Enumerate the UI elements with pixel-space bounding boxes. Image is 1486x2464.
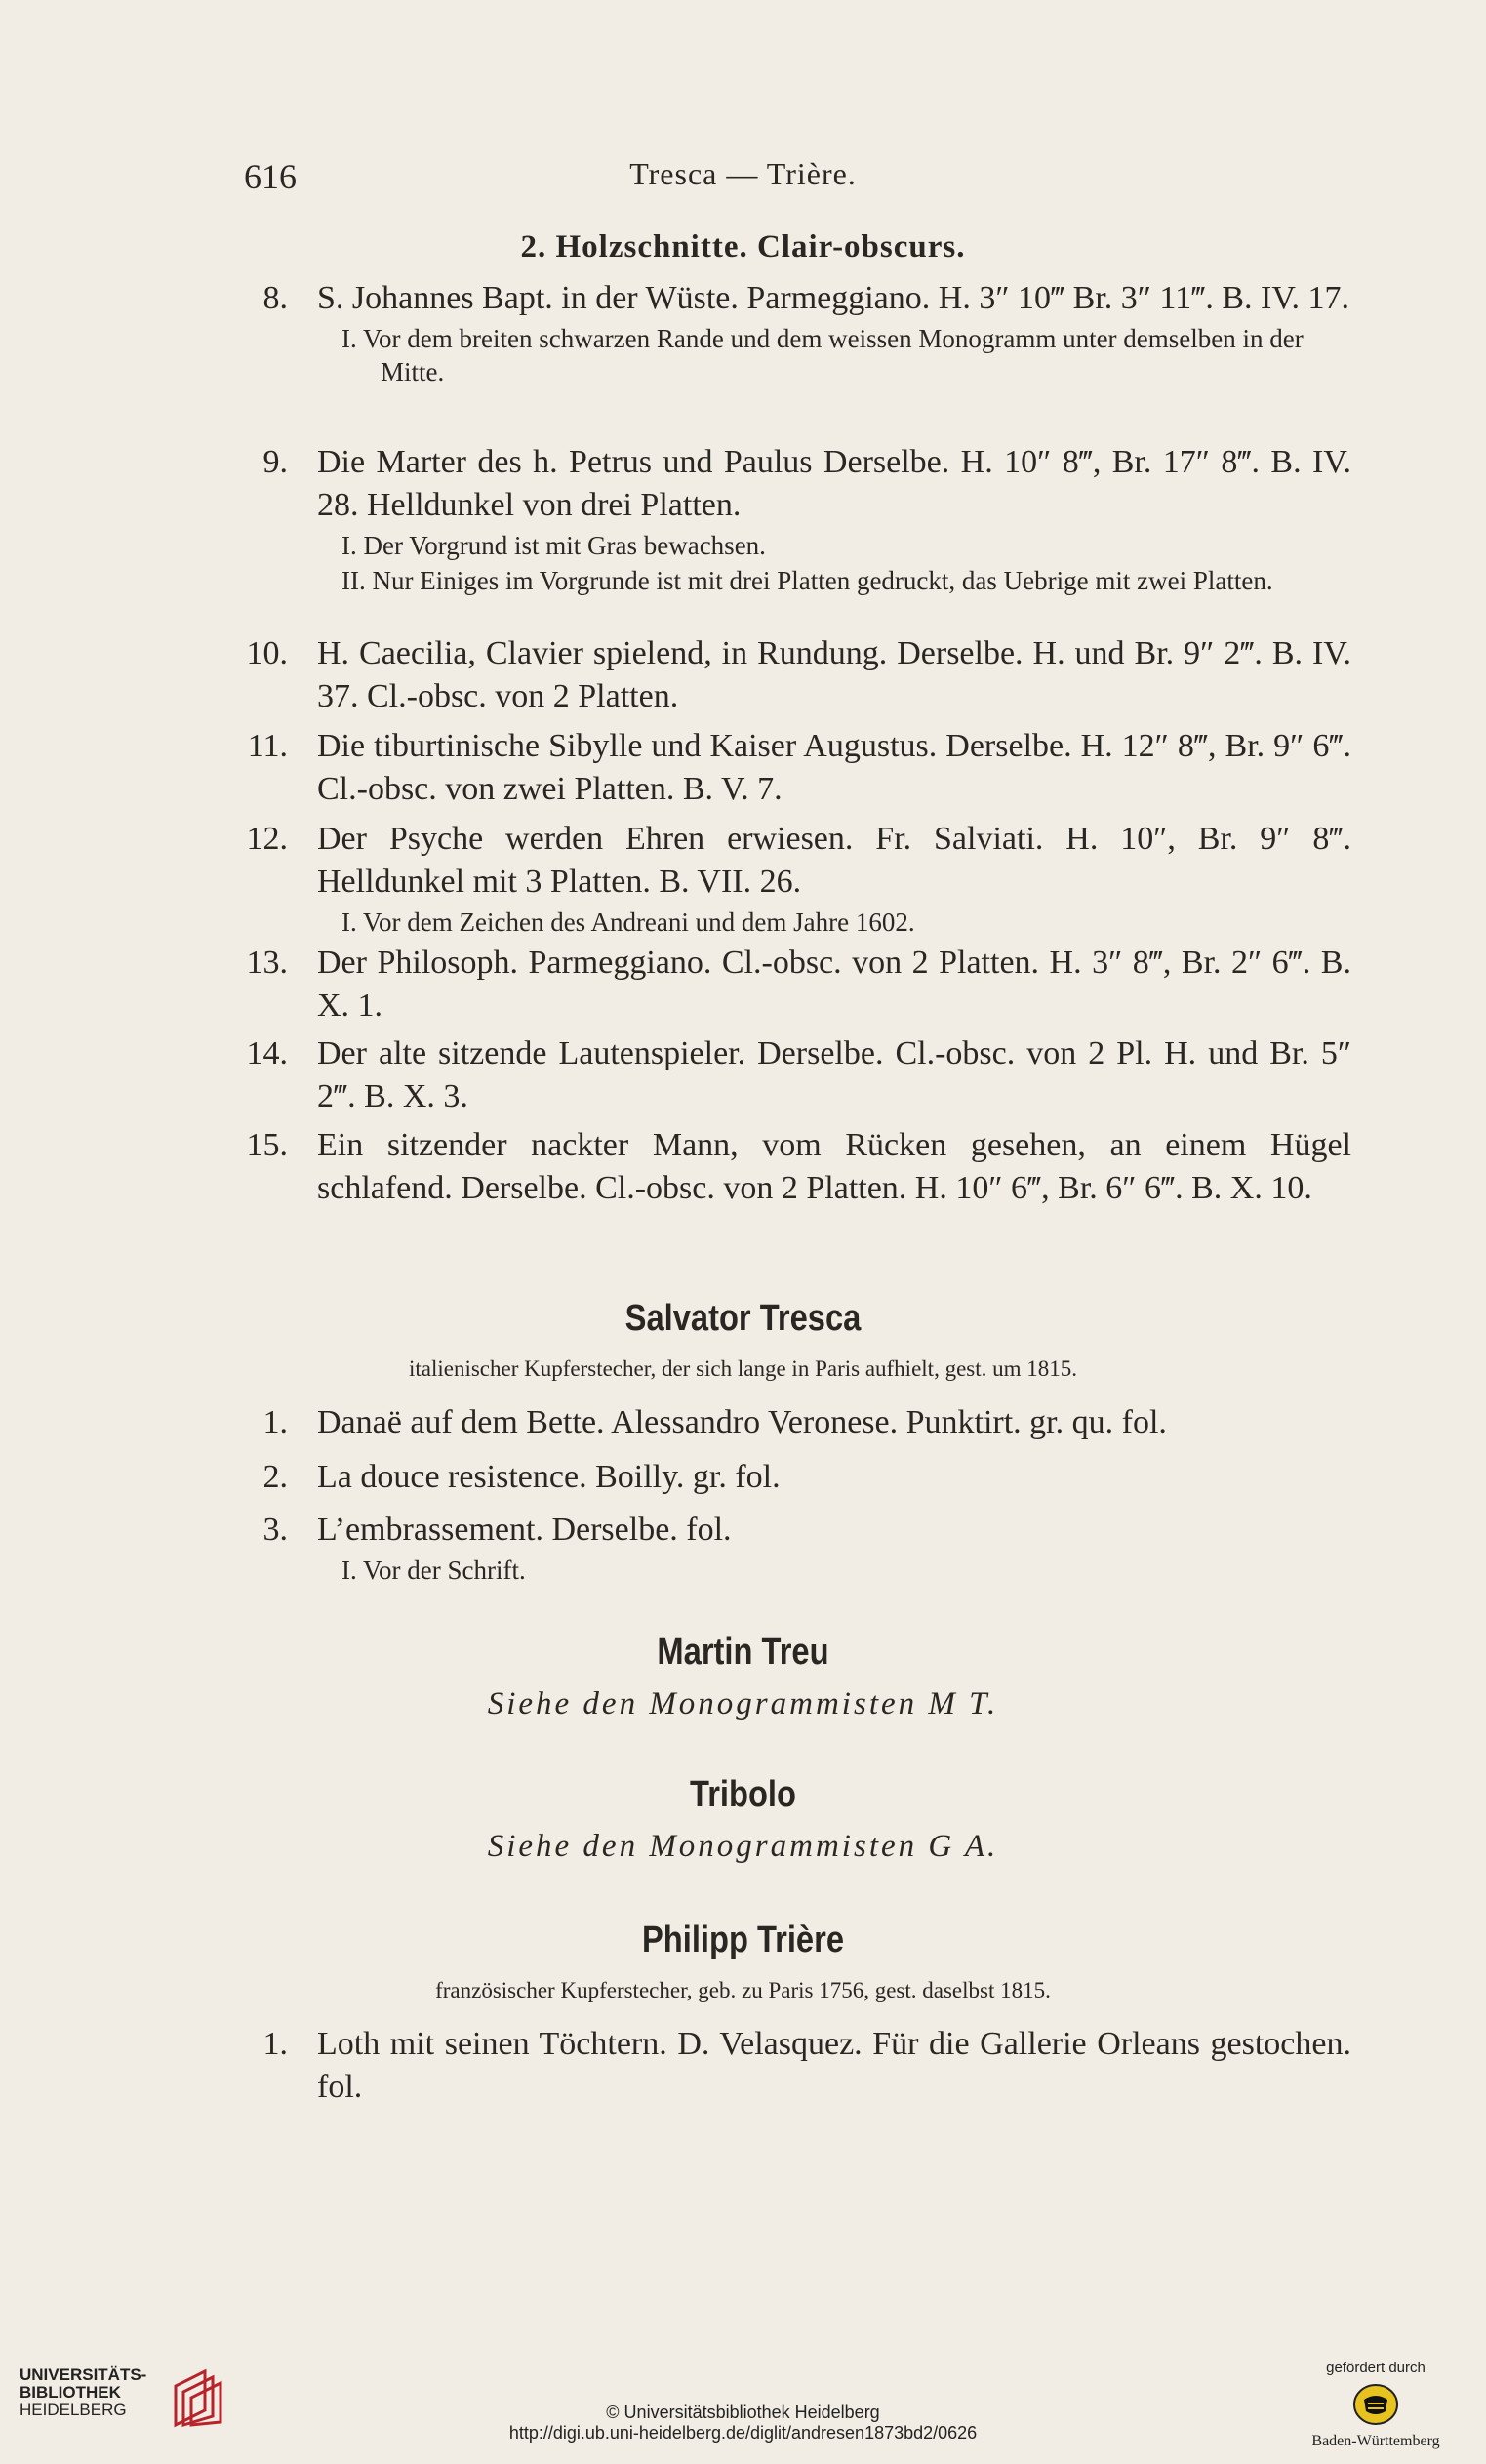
entry-text: L’embrassement. Derselbe. fol. [317,1512,732,1548]
entry-15 [239,1124,1351,1210]
entry-10 [239,632,1351,718]
entry-state: I. Vor dem Zeichen des Andreani und dem Jahre 1602. [341,908,915,937]
cross-reference-tribolo: Siehe den Monogrammisten G A. [487,1829,999,1864]
entry-number: 9. [262,444,288,480]
entry-12 [239,818,1351,939]
entry-14 [239,1032,1351,1118]
page-number: 616 [244,157,297,196]
entry-number: 13. [246,945,288,981]
entry-text: Der Psyche werden Ehren erwiesen. Fr. Salviati. H. 10″, Br. 9″ 8‴. Helldunkel mit 3 Platten. B. VII. 26. [317,821,1351,900]
entry-state: I. Vor der Schrift. [341,1555,526,1585]
entry-state: II. Nur Einiges im Vorgrunde ist mit drei Platten gedruckt, das Uebrige mit zwei Platten. [341,566,1273,595]
entry-number: 2. [262,1459,288,1495]
entry-13 [239,942,1351,1028]
tresca-entry-2 [239,1456,1351,1499]
artist-heading-tribolo: Tribolo [690,1774,796,1815]
logo-line-1: UNIVERSITÄTS- [20,2365,147,2384]
source-url-link[interactable]: http://digi.ub.uni-heidelberg.de/diglit/andresen1873bd2/0626 [508,2423,978,2443]
entry-8 [239,277,1351,388]
entry-text: La douce resistence. Boilly. gr. fol. [317,1459,781,1495]
entry-text: Der alte sitzende Lautenspieler. Derselbe. Cl.-obsc. von 2 Pl. H. und Br. 5″ 2‴. B. X. 3. [317,1035,1351,1114]
sponsor-label: gefördert durch [1326,2360,1426,2376]
entry-text: Die tiburtinische Sibylle und Kaiser Augustus. Derselbe. H. 12″ 8‴, Br. 9″ 6‴. Cl.-obsc. von zwei Platten. B. V. 7. [317,728,1351,807]
entry-state: I. Der Vorgrund ist mit Gras bewachsen. [341,531,766,560]
artist-note-tresca: italienischer Kupferstecher, der sich lange in Paris aufhielt, gest. um 1815. [408,1356,1078,1381]
tresca-entry-3 [239,1509,1351,1587]
logo-line-2: BIBLIOTHEK [20,2383,121,2402]
entry-number: 10. [246,635,288,671]
sponsor-name: Baden-Württemberg [1311,2433,1440,2449]
entry-text: Danaë auf dem Bette. Alessandro Veronese. Punktirt. gr. qu. fol. [317,1404,1167,1440]
entry-9 [239,441,1351,597]
artist-heading-triere: Philipp Trière [641,1919,845,1960]
entry-text: Die Marter des h. Petrus und Paulus Derselbe. H. 10″ 8‴, Br. 17″ 8‴. B. IV. 28. Helldunkel von drei Platten. [317,444,1351,523]
entry-text: Ein sitzender nackter Mann, vom Rücken gesehen, an einem Hügel schlafend. Derselbe. Cl.-obsc. von 2 Platten. H. 10″ 6‴, Br. 6″ 6‴. B. X. 10. [317,1127,1351,1206]
sponsor-block [1288,2360,1464,2450]
artist-heading-treu: Martin Treu [657,1632,829,1673]
entry-number: 12. [246,821,288,857]
logo-line-3: HEIDELBERG [20,2401,127,2419]
entry-text: S. Johannes Bapt. in der Wüste. Parmeggiano. H. 3″ 10‴ Br. 3″ 11‴. B. IV. 17. [317,280,1350,316]
entry-text: Loth mit seinen Töchtern. D. Velasquez. Für die Gallerie Orleans gestochen. fol. [317,2026,1351,2105]
entry-text: H. Caecilia, Clavier spielend, in Rundung. Derselbe. H. und Br. 9″ 2‴. B. IV. 37. Cl.-obsc. von 2 Platten. [317,635,1351,714]
entry-number: 1. [262,1404,288,1440]
cross-reference-treu: Siehe den Monogrammisten M T. [487,1686,999,1721]
triere-entry-1 [239,2023,1351,2109]
entry-number: 8. [262,280,288,316]
entry-number: 11. [247,728,288,764]
section-heading: 2. Holzschnitte. Clair-obscurs. [520,229,966,264]
entry-11 [239,725,1351,811]
tresca-entry-1 [239,1401,1351,1444]
artist-note-triere: französischer Kupferstecher, geb. zu Paris 1756, gest. daselbst 1815. [435,1978,1051,2002]
entry-number: 3. [262,1512,288,1548]
entry-text: Der Philosoph. Parmeggiano. Cl.-obsc. von 2 Platten. H. 3″ 8‴, Br. 2″ 6‴. B. X. 1. [317,945,1351,1024]
state-crest-icon [1351,2380,1400,2429]
entry-state: I. Vor dem breiten schwarzen Rande und dem weissen Monogramm unter demselben in der Mitte. [341,324,1304,386]
footer-credits [0,2403,1486,2444]
artist-heading-tresca: Salvator Tresca [624,1298,862,1339]
entry-number: 1. [262,2026,288,2062]
copyright-notice: © Universitätsbibliothek Heidelberg [606,2403,880,2422]
entry-number: 14. [246,1035,288,1071]
entry-number: 15. [246,1127,288,1163]
running-header: Tresca — Trière. [629,156,857,191]
